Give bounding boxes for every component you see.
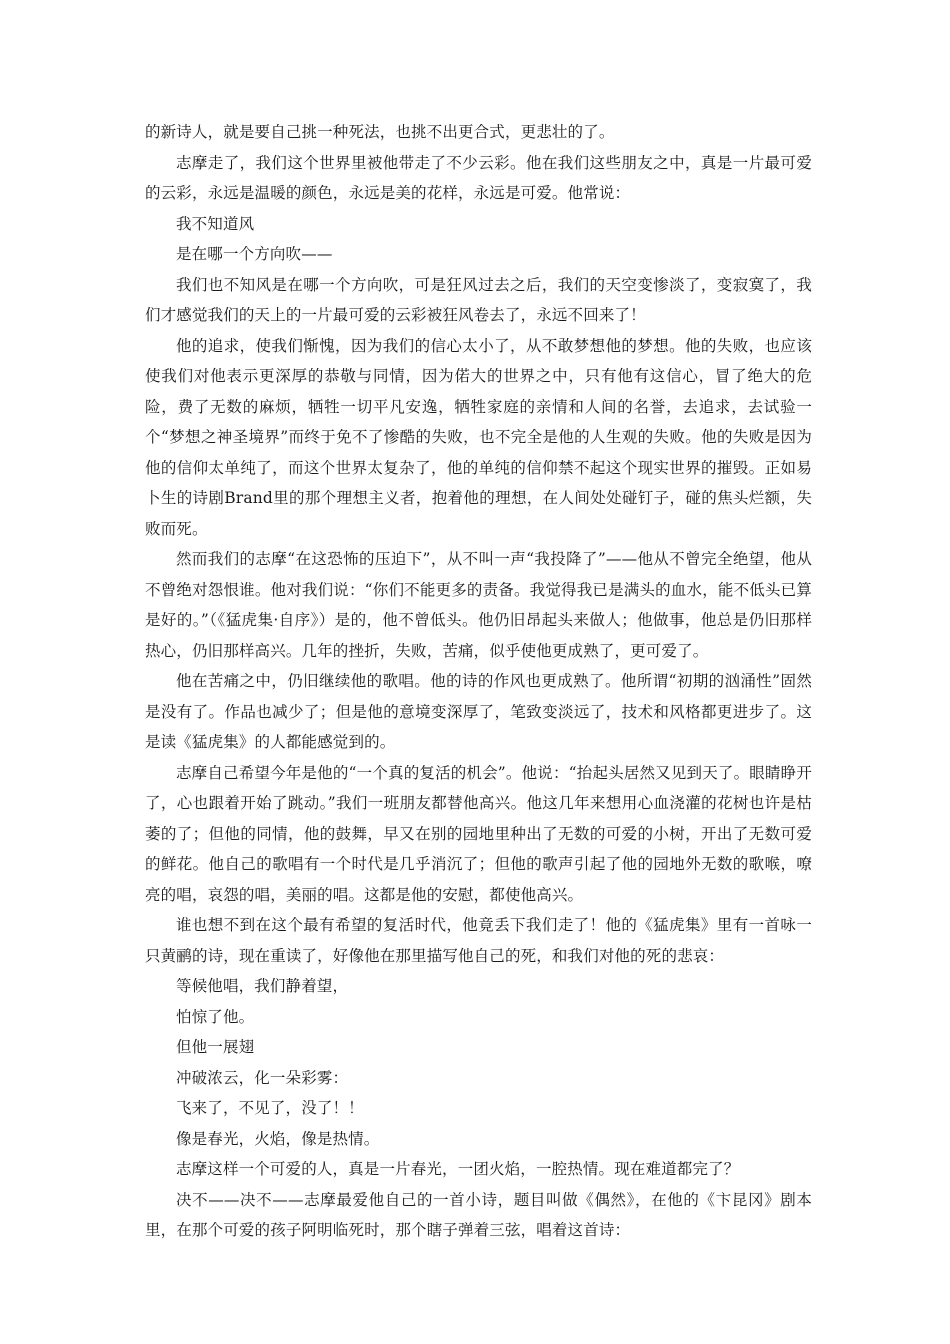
paragraph: 谁也想不到在这个最有希望的复活时代，他竟丢下我们走了！他的《猛虎集》里有一首咏一只黄鹂的诗，现在重读了，好像他在那里描写他自己的死，和我们对他的死的悲哀：	[145, 916, 812, 965]
verse-line: 是在哪一个方向吹——	[176, 245, 333, 263]
paragraph: 他的追求，使我们惭愧，因为我们的信心太小了，从不敢梦想他的梦想。他的失败，也应该使我们对他表示更深厚的恭敬与同情，因为偌大的世界之中，只有他有这信心，冒了绝大的危险，费了无数的麻烦，牺牲一切平凡安逸，牺牲家庭的亲情和人间的名誉，去追求，去试验一个“梦想之神圣境界”而终于免不了惨酷的失败，也不完全是他的人生观的失败。他的失败是因为他的信仰太单纯了，而这个世界太复杂了，他的单纯的信仰禁不起这个现实世界的摧毁。正如易卜生的诗剧Brand里的那个理想主义者，抱着他的理想，在人间处处碰钉子，碰的焦头烂额，失败而死。	[145, 336, 812, 538]
paragraph-continuation: 的新诗人，就是要自己挑一种死法，也挑不出更合式，更悲壮的了。	[145, 123, 615, 141]
paragraph: 志摩这样一个可爱的人，真是一片春光，一团火焰，一腔热情。现在难道都完了？	[176, 1160, 740, 1178]
verse-line: 等候他唱，我们静着望，	[176, 977, 349, 995]
paragraph: 志摩走了，我们这个世界里被他带走了不少云彩。他在我们这些朋友之中，真是一片最可爱的云彩，永远是温暖的颜色，永远是美的花样，永远是可爱。他常说：	[145, 153, 812, 202]
verse-line: 我不知道风	[176, 214, 255, 233]
verse-line: 怕惊了他。	[176, 1007, 255, 1026]
verse-line: 冲破浓云，化一朵彩雾：	[176, 1068, 349, 1087]
paragraph: 我们也不知风是在哪一个方向吹，可是狂风过去之后，我们的天空变惨淡了，变寂寞了，我们才感觉我们的天上的一片最可爱的云彩被狂风卷去了，永远不回来了！	[145, 275, 812, 324]
verse-line: 但他一展翅	[176, 1038, 255, 1056]
paragraph: 决不——决不——志摩最爱他自己的一首小诗，题目叫做《偶然》，在他的《卞昆冈》剧本里，在那个可爱的孩子阿明临死时，那个瞎子弹着三弦，唱着这首诗：	[145, 1190, 812, 1239]
verse-line: 飞来了，不见了，没了！！	[176, 1099, 364, 1117]
paragraph: 志摩自己希望今年是他的“一个真的复活的机会”。他说：“抬起头居然又见到天了。眼睛睁开了，心也跟着开始了跳动。”我们一班朋友都替他高兴。他这几年来想用心血浇灌的花树也许是枯萎的了；但他的同情，他的鼓舞，早又在别的园地里种出了无数的可爱的小树，开出了无数可爱的鲜花。他自己的歌唱有一个时代是几乎消沉了；但他的歌声引起了他的园地外无数的歌喉，嘹亮的唱，哀怨的唱，美丽的唱。这都是他的安慰，都使他高兴。	[145, 763, 812, 904]
verse-line: 像是春光，火焰，像是热情。	[176, 1129, 380, 1148]
essay-body	[145, 117, 812, 1246]
paragraph: 他在苦痛之中，仍旧继续他的歌唱。他的诗的作风也更成熟了。他所谓“初期的汹涌性”固然是没有了。作品也减少了；但是他的意境变深厚了，笔致变淡远了，技术和风格都更进步了。这是读《猛虎集》的人都能感觉到的。	[145, 672, 812, 751]
paragraph: 然而我们的志摩“在这恐怖的压迫下”，从不叫一声“我投降了”——他从不曾完全绝望，他从不曾绝对怨恨谁。他对我们说：“你们不能更多的责备。我觉得我已是满头的血水，能不低头已算是好的。”（《猛虎集·自序》）是的，他不曾低头。他仍旧昂起头来做人；他做事，他总是仍旧那样热心，仍旧那样高兴。几年的挫折，失败，苦痛，似乎使他更成熟了，更可爱了。	[145, 550, 812, 660]
